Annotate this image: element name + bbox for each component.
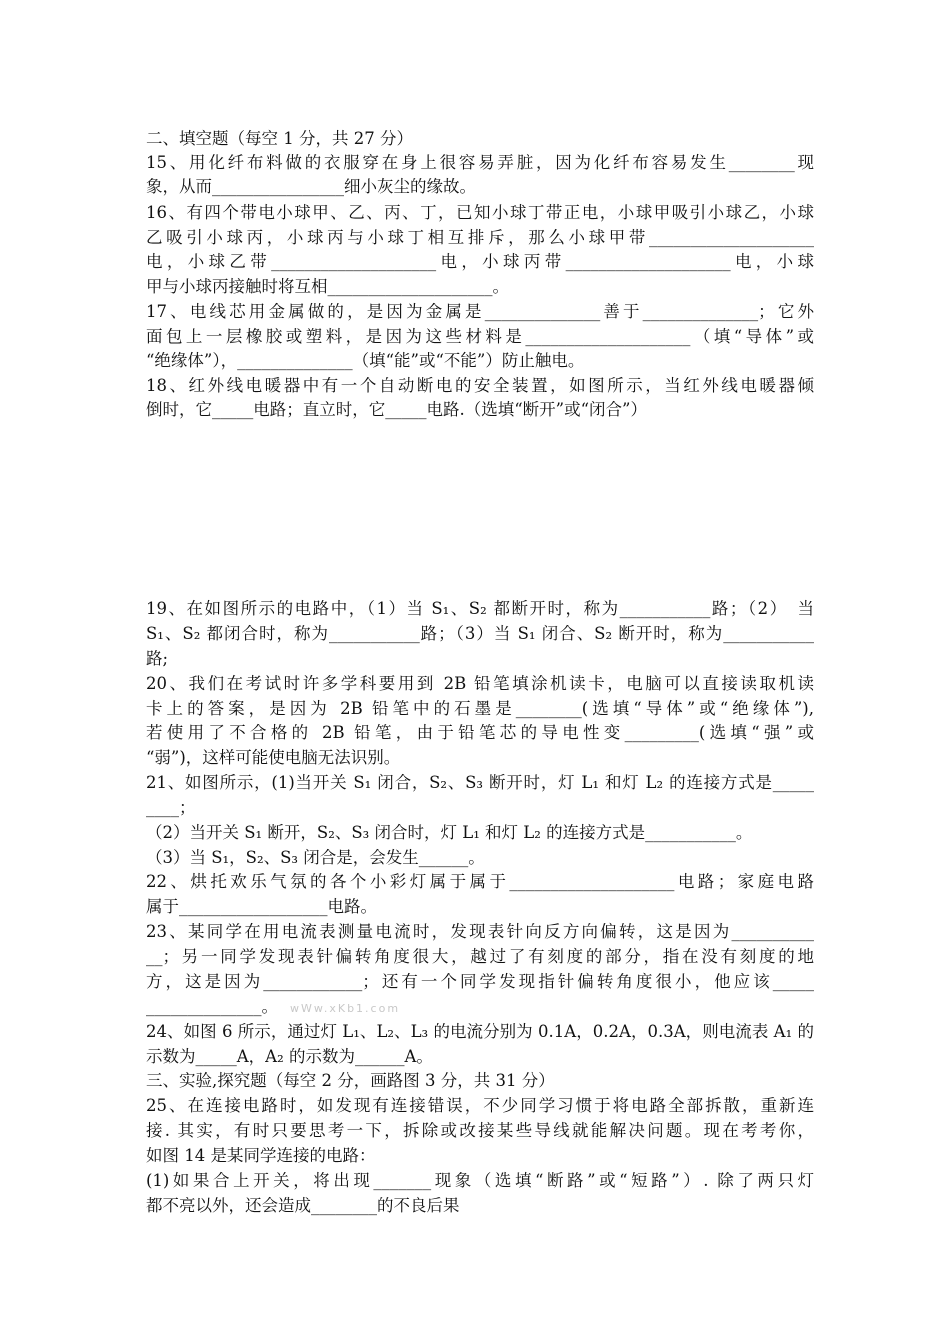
text-line: 25、在连接电路时，如发现有连接错误，不少同学习惯于将电路全部拆散，重新连 (146, 1096, 814, 1115)
text-line: 22、烘托欢乐气氛的各个小彩灯属于属于____________________电路；家庭电路 (146, 872, 814, 891)
text-line: 18、红外线电暖器中有一个自动断电的安全装置，如图所示，当红外线电暖器倾 (146, 376, 814, 395)
text-line: 23、某同学在用电流表测量电流时，发现表针向反方向偏转，这是因为__________ (146, 922, 814, 941)
text-line: 15、用化纤布料做的衣服穿在身上很容易弄脏，因为化纤布容易发生________现 (146, 153, 814, 172)
text-line: 示数为_____A，A₂ 的示数为______A。 (146, 1047, 433, 1066)
text-line: 路; (146, 649, 169, 668)
text-line: （3）当 S₁，S₂、S₃ 闭合是，会发生______。 (146, 848, 485, 867)
text-line: __；另一同学发现表针偏转角度很大，越过了有刻度的部分，指在没有刻度的地 (146, 947, 814, 966)
text-line: “绝缘体”），______________（填“能”或“不能”）防止触电。 (146, 351, 585, 370)
text-line: (1)如果合上开关，将出现_______现象（选填“断路”或“短路”）. 除了两只灯 (146, 1171, 814, 1190)
text-line: 属于__________________电路。 (146, 897, 377, 916)
text-line: 19、在如图所示的电路中，（1）当 S₁、S₂ 都断开时，称为___________路；（2） 当 (146, 599, 814, 618)
text-line: 接. 其实，有时只要思考一下，拆除或改接某些导线就能解决问题。现在考考你， (146, 1121, 814, 1140)
text-line: 16、有四个带电小球甲、乙、丙、丁，已知小球丁带正电，小球甲吸引小球乙，小球 (146, 203, 814, 222)
text-line: S₁、S₂ 都闭合时，称为___________路；（3）当 S₁ 闭合、S₂ 断开时，称为___________ (146, 624, 814, 643)
text-line: 20、我们在考试时许多学科要用到 2B 铅笔填涂机读卡，电脑可以直接读取机读 (146, 674, 814, 693)
text-line: 都不亮以外，还会造成________的不良后果 (146, 1196, 460, 1215)
text-line: 甲与小球丙接触时将互相____________________。 (146, 277, 509, 296)
text-line: （2）当开关 S₁ 断开，S₂、S₃ 闭合时，灯 L₁ 和灯 L₂ 的连接方式是___________。 (146, 823, 753, 842)
text-line: 21、如图所示，(1)当开关 S₁ 闭合，S₂、S₃ 断开时，灯 L₁ 和灯 L₂ 的连接方式是_____ (146, 773, 814, 792)
text-line: “弱”)，这样可能使电脑无法识别。 (146, 748, 401, 767)
text-line: 24、如图 6 所示，通过灯 L₁、L₂、L₃ 的电流分别为 0.1A，0.2A，0.3A，则电流表 A₁ 的 (146, 1022, 814, 1041)
text-line: 方，这是因为____________；还有一个同学发现指针偏转角度很小，他应该_____ (146, 972, 814, 991)
text-line: 电，小球乙带____________________电，小球丙带____________________电，小球 (146, 252, 814, 271)
text-line: 若使用了不合格的 2B 铅笔，由于铅笔芯的导电性变_________(选填“强”或 (146, 723, 814, 742)
text-line: 乙吸引小球丙，小球丙与小球丁相互排斥，那么小球甲带____________________ (146, 228, 814, 247)
section-2-heading: 二、填空题（每空 1 分，共 27 分） (146, 129, 413, 148)
text-line: 17、电线芯用金属做的，是因为金属是______________善于______________；它外 (146, 302, 814, 321)
watermark: wWw.xKb1.com (290, 1002, 401, 1015)
section-3-heading: 三、实验,探究题（每空 2 分，画路图 3 分，共 31 分） (146, 1071, 555, 1090)
text-line: 卡上的答案，是因为 2B 铅笔中的石墨是________(选填“导体”或“绝缘体”), (146, 699, 814, 718)
text-line: 面包上一层橡胶或塑料，是因为这些材料是____________________（填“导体”或 (146, 327, 814, 346)
text-line: 如图 14 是某同学连接的电路： (146, 1146, 376, 1165)
text-line: 象，从而________________细小灰尘的缘故。 (146, 177, 476, 196)
text-line: ____； (146, 798, 196, 817)
text-line: 倒时，它_____电路；直立时，它_____电路.（选填“断开”或“闭合”） (146, 400, 647, 419)
text-line: ______________。 (146, 997, 278, 1016)
